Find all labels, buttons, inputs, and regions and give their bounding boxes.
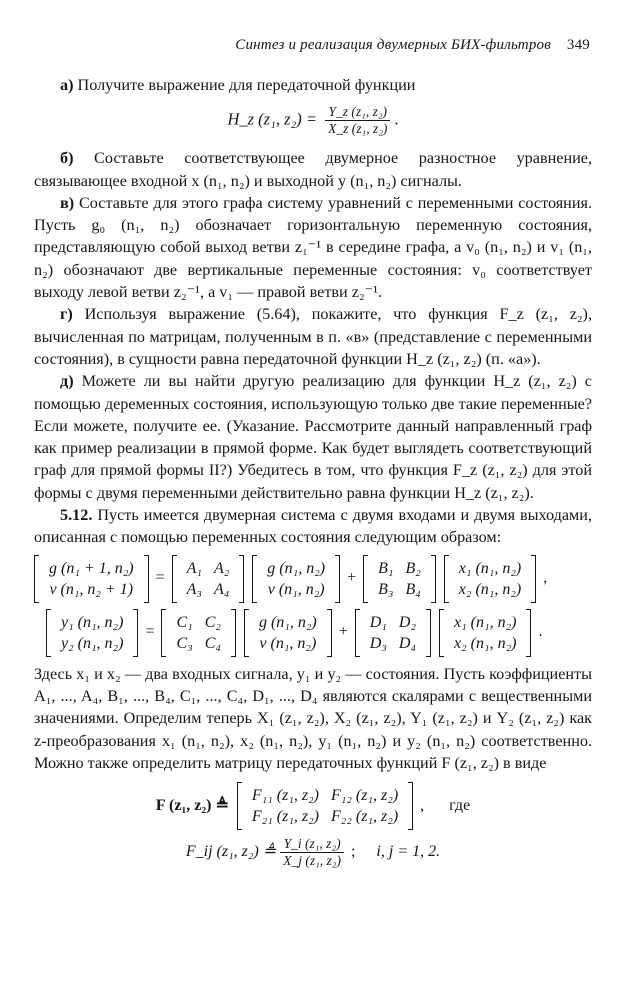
input-vector xyxy=(444,555,536,603)
equation-transfer-element xyxy=(34,836,592,869)
problem-number: 5.12. xyxy=(60,506,93,525)
state-vector xyxy=(244,609,332,657)
paragraph-g-text: Используя выражение (5.64), покажите, что функция F_z (z₁, z₂), вычисленная по матрицам, полученным в п. «в» (представление с переменными состояния), в сущности равна передаточной функции H_z (z₁, z₂) (п. «а»). xyxy=(34,305,592,368)
fraction-denominator: X_j (z₁, z₂) xyxy=(283,853,341,869)
matrix-cell: B₂ xyxy=(405,559,421,577)
matrix-cell: B₁ xyxy=(378,559,394,577)
matrix-cell: A₂ xyxy=(213,559,230,577)
page-body xyxy=(34,74,592,873)
paragraph-b xyxy=(34,147,592,192)
paragraph-b-text: Составьте соответствующее двумерное разностное уравнение, связывающее входной x (n₁, n₂) и выходной y (n₁, n₂) сигналы. xyxy=(34,149,593,190)
semicolon: ; xyxy=(350,843,356,861)
input-vector xyxy=(439,609,531,657)
matrix-cell: C₁ xyxy=(176,613,193,631)
paragraph-a xyxy=(34,74,592,96)
equation-fraction xyxy=(325,104,390,137)
matrix-cell: D₄ xyxy=(398,634,417,652)
matrix-cell: v (n₁, n₂ + 1) xyxy=(49,580,134,598)
matrix-cell: A₁ xyxy=(186,559,202,577)
state-equation xyxy=(30,555,592,603)
equation-transfer-matrix xyxy=(34,782,592,830)
matrix-cell: x₂ (n₁, n₂) xyxy=(458,580,522,598)
paragraph-v xyxy=(34,192,592,303)
matrix-B xyxy=(363,555,436,603)
period: . xyxy=(538,623,543,641)
transfer-matrix xyxy=(237,782,413,830)
matrix-cell: F₂₂ (z₁, z₂) xyxy=(331,808,399,826)
matrix-cell: B₃ xyxy=(378,580,394,598)
matrix-cell: F₂₁ (z₁, z₂) xyxy=(251,808,320,826)
equation-fraction xyxy=(280,836,344,869)
fraction-numerator: Y_i (z₁, z₂) xyxy=(280,836,344,853)
matrix-D xyxy=(355,609,431,657)
matrix-cell: g (n₁ + 1, n₂) xyxy=(49,559,134,577)
matrix-A xyxy=(172,555,245,603)
matrix-cell: D₁ xyxy=(369,613,387,631)
running-title: Синтез и реализация двумерных БИХ-фильтров xyxy=(235,37,551,53)
matrix-cell: A₄ xyxy=(213,580,230,598)
paragraph-d-text: Можете ли вы найти другую реализацию для функции H_z (z₁, z₂) с помощью деременных состояния, использующую только две такие переменные? Если можете, получите ее. (Указание. Рассмотрите данный направленный граф как пример реализации в прямой форме. Как будет выглядеть соответствующий граф для прямой формы II?) Убедитесь в том, что функция F_z (z₁, z₂) для этой формы с двумя переменными действительно равна функции H_z (z₁, z₂). xyxy=(34,372,592,502)
matrix-cell: v (n₁, n₂) xyxy=(259,634,317,652)
page-number: 349 xyxy=(566,37,590,53)
item-label-b: б) xyxy=(60,149,74,168)
matrix-C xyxy=(161,609,235,657)
paragraph-d xyxy=(34,370,592,504)
paragraph-v-text: Составьте для этого графа систему уравнений с переменными состояния. Пусть g₀ (n₁, n₂) обозначает горизонтальную переменную состояния, представляющую собой выход ветви z₁⁻¹ в середине графа, а v₀ (n₁, n₂) и v₁ (n₁, n₂) обозначают две вертикальные переменные состояния: v₀ соответствует выходу левой ветви z₂⁻¹, а v₁ — правой ветви z₂⁻¹. xyxy=(34,193,592,302)
equation-tail: где xyxy=(449,796,471,814)
matrix-cell: F₁₁ (z₁, z₂) xyxy=(251,787,320,805)
item-label-a: а) xyxy=(60,76,74,94)
paragraph-definitions xyxy=(34,663,592,774)
matrix-cell: y₂ (n₁, n₂) xyxy=(61,634,124,652)
state-next-vector xyxy=(34,555,149,603)
state-vector xyxy=(252,555,340,603)
paragraph-definitions-text: Здесь x₁ и x₂ — два входных сигнала, y₁ и y₂ — состояния. Пусть коэффициенты A₁, ..., A₄, B₁, ..., B₄, C₁, ..., C₄, D₁, ..., D₄ являются скалярами с вещественными значениями. Определим теперь X₁ (z₁, z₂), X₂ (z₁, z₂), Y₁ (z₁, z₂) и Y₂ (z₁, z₂) как z-преобразования x₁ (n₁, n₂), x₂ (n₁, n₂), y₁ (n₁, n₂) и y₂ (n₁, n₂) соответственно. Можно также определить матрицу передаточных функций F (z₁, z₂) в виде xyxy=(34,664,592,772)
paragraph-g xyxy=(34,303,592,370)
matrix-cell: x₁ (n₁, n₂) xyxy=(454,613,517,631)
matrix-cell: g (n₁, n₂) xyxy=(267,559,326,577)
matrix-cell: x₂ (n₁, n₂) xyxy=(454,634,517,652)
item-label-d: д) xyxy=(60,372,74,391)
equals-sign: = xyxy=(145,623,155,641)
paragraph-problem-text: Пусть имеется двумерная система с двумя входами и двумя выходами, описанная с помощью переменных состояния следующим образом: xyxy=(34,506,592,547)
matrix-cell: C₃ xyxy=(176,634,193,652)
comma: , xyxy=(420,796,425,814)
matrix-cell: g (n₁, n₂) xyxy=(258,613,317,631)
plus-sign: + xyxy=(338,623,348,641)
item-label-v: в) xyxy=(60,193,75,212)
comma: , xyxy=(543,569,548,587)
fraction-denominator: X_z (z₁, z₂) xyxy=(328,121,388,137)
equation-lhs: H_z (z₁, z₂) = xyxy=(227,109,317,129)
matrix-cell: D₃ xyxy=(369,634,387,652)
matrix-cell: F₁₂ (z₁, z₂) xyxy=(331,787,399,805)
equation-lhs: F (z₁, z₂) ≜ xyxy=(155,796,229,814)
matrix-cell: v (n₁, n₂) xyxy=(267,580,325,598)
matrix-cell: A₃ xyxy=(186,580,202,598)
output-equation xyxy=(42,609,592,657)
item-label-g: г) xyxy=(60,305,73,324)
equation-lhs: F_ij (z₁, z₂) ≜ xyxy=(185,843,277,861)
equation-transfer-function: H_z (z₁, z₂) = $\frac{\text{Y\_z (z₁, z₂)}}{\text{X\_z (z₁, z₂)}}$ . xyxy=(227,104,399,137)
paragraph-problem-5-12 xyxy=(34,504,592,549)
equals-sign: = xyxy=(155,569,165,587)
output-vector xyxy=(46,609,138,657)
matrix-cell: C₄ xyxy=(204,634,221,652)
matrix-cell: D₂ xyxy=(398,613,417,631)
equation-tail: i, j = 1, 2. xyxy=(376,843,441,861)
matrix-cell: C₂ xyxy=(204,613,221,631)
paragraph-a-text: Получите выражение для передаточной функции xyxy=(77,76,416,94)
matrix-cell: B₄ xyxy=(405,580,421,598)
running-head xyxy=(0,37,590,54)
fraction-numerator: Y_z (z₁, z₂) xyxy=(325,104,390,121)
matrix-cell: x₁ (n₁, n₂) xyxy=(458,559,522,577)
plus-sign: + xyxy=(347,569,357,587)
matrix-cell: y₁ (n₁, n₂) xyxy=(61,613,124,631)
